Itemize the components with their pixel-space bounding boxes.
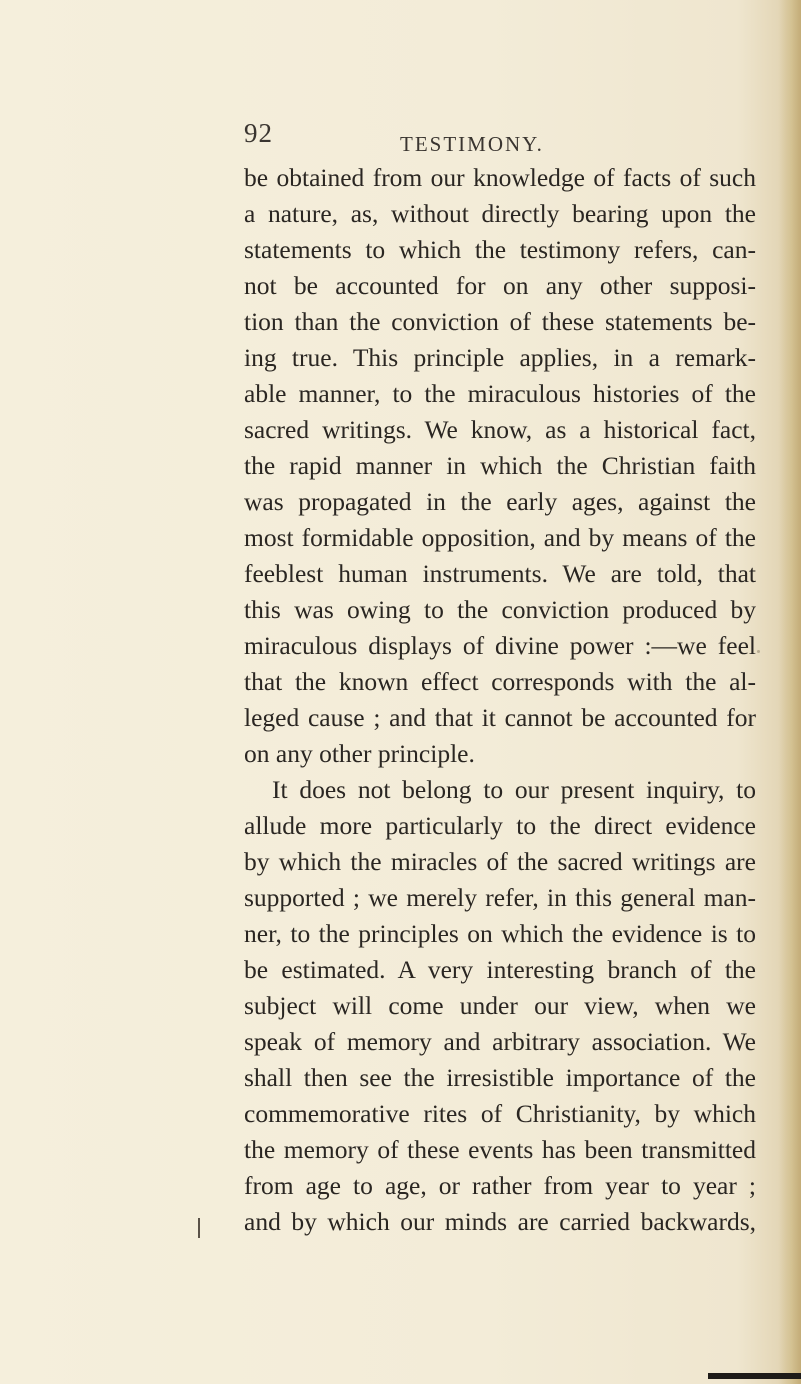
text-line: It does not belong to our present inquiry, to	[272, 775, 756, 804]
text-line: and by which our minds are carried backwards,	[244, 1207, 756, 1236]
text-line: not be accounted for on any other supposi-	[244, 271, 756, 300]
text-line: ner, to the principles on which the evidence is to	[244, 919, 756, 948]
text-line: feeblest human instruments. We are told, that	[244, 559, 756, 588]
text-line: leged cause ; and that it cannot be accounted for	[244, 703, 756, 732]
body-text	[244, 160, 756, 1240]
text-line: allude more particularly to the direct evidence	[244, 811, 756, 840]
text-line: from age to age, or rather from year to year ;	[244, 1171, 756, 1200]
text-line: was propagated in the early ages, against the	[244, 487, 756, 516]
text-line: shall then see the irresistible importance of the	[244, 1063, 756, 1092]
text-line: subject will come under our view, when we	[244, 991, 756, 1020]
text-line: supported ; we merely refer, in this general man-	[244, 883, 756, 912]
text-line: speak of memory and arbitrary association. We	[244, 1027, 756, 1056]
page-tab-mark	[708, 1373, 801, 1379]
text-line: a nature, as, without directly bearing upon the	[244, 199, 756, 228]
text-line: sacred writings. We know, as a historical fact,	[244, 415, 756, 444]
text-line: miraculous displays of divine power :—we feel	[244, 631, 756, 660]
ink-speck	[757, 650, 760, 653]
running-title: TESTIMONY.	[400, 132, 544, 156]
text-line: on any other principle.	[244, 739, 475, 768]
text-line: be estimated. A very interesting branch of the	[244, 955, 756, 984]
margin-mark	[198, 1218, 200, 1238]
page-number: 92	[244, 118, 273, 148]
text-line: tion than the conviction of these statements be-	[244, 307, 756, 336]
text-line: able manner, to the miraculous histories of the	[244, 379, 756, 408]
text-line: be obtained from our knowledge of facts of such	[244, 163, 756, 192]
text-line: by which the miracles of the sacred writings are	[244, 847, 756, 876]
text-line: ing true. This principle applies, in a remark-	[244, 343, 756, 372]
text-line: the rapid manner in which the Christian faith	[244, 451, 756, 480]
page-edge-shadow	[779, 0, 801, 1384]
page-header	[0, 118, 801, 158]
text-line: that the known effect corresponds with the al-	[244, 667, 756, 696]
text-line: statements to which the testimony refers, can-	[244, 235, 756, 264]
text-line: commemorative rites of Christianity, by which	[244, 1099, 756, 1128]
text-line: this was owing to the conviction produced by	[244, 595, 756, 624]
text-line: most formidable opposition, and by means of the	[244, 523, 756, 552]
text-line: the memory of these events has been transmitted	[244, 1135, 756, 1164]
